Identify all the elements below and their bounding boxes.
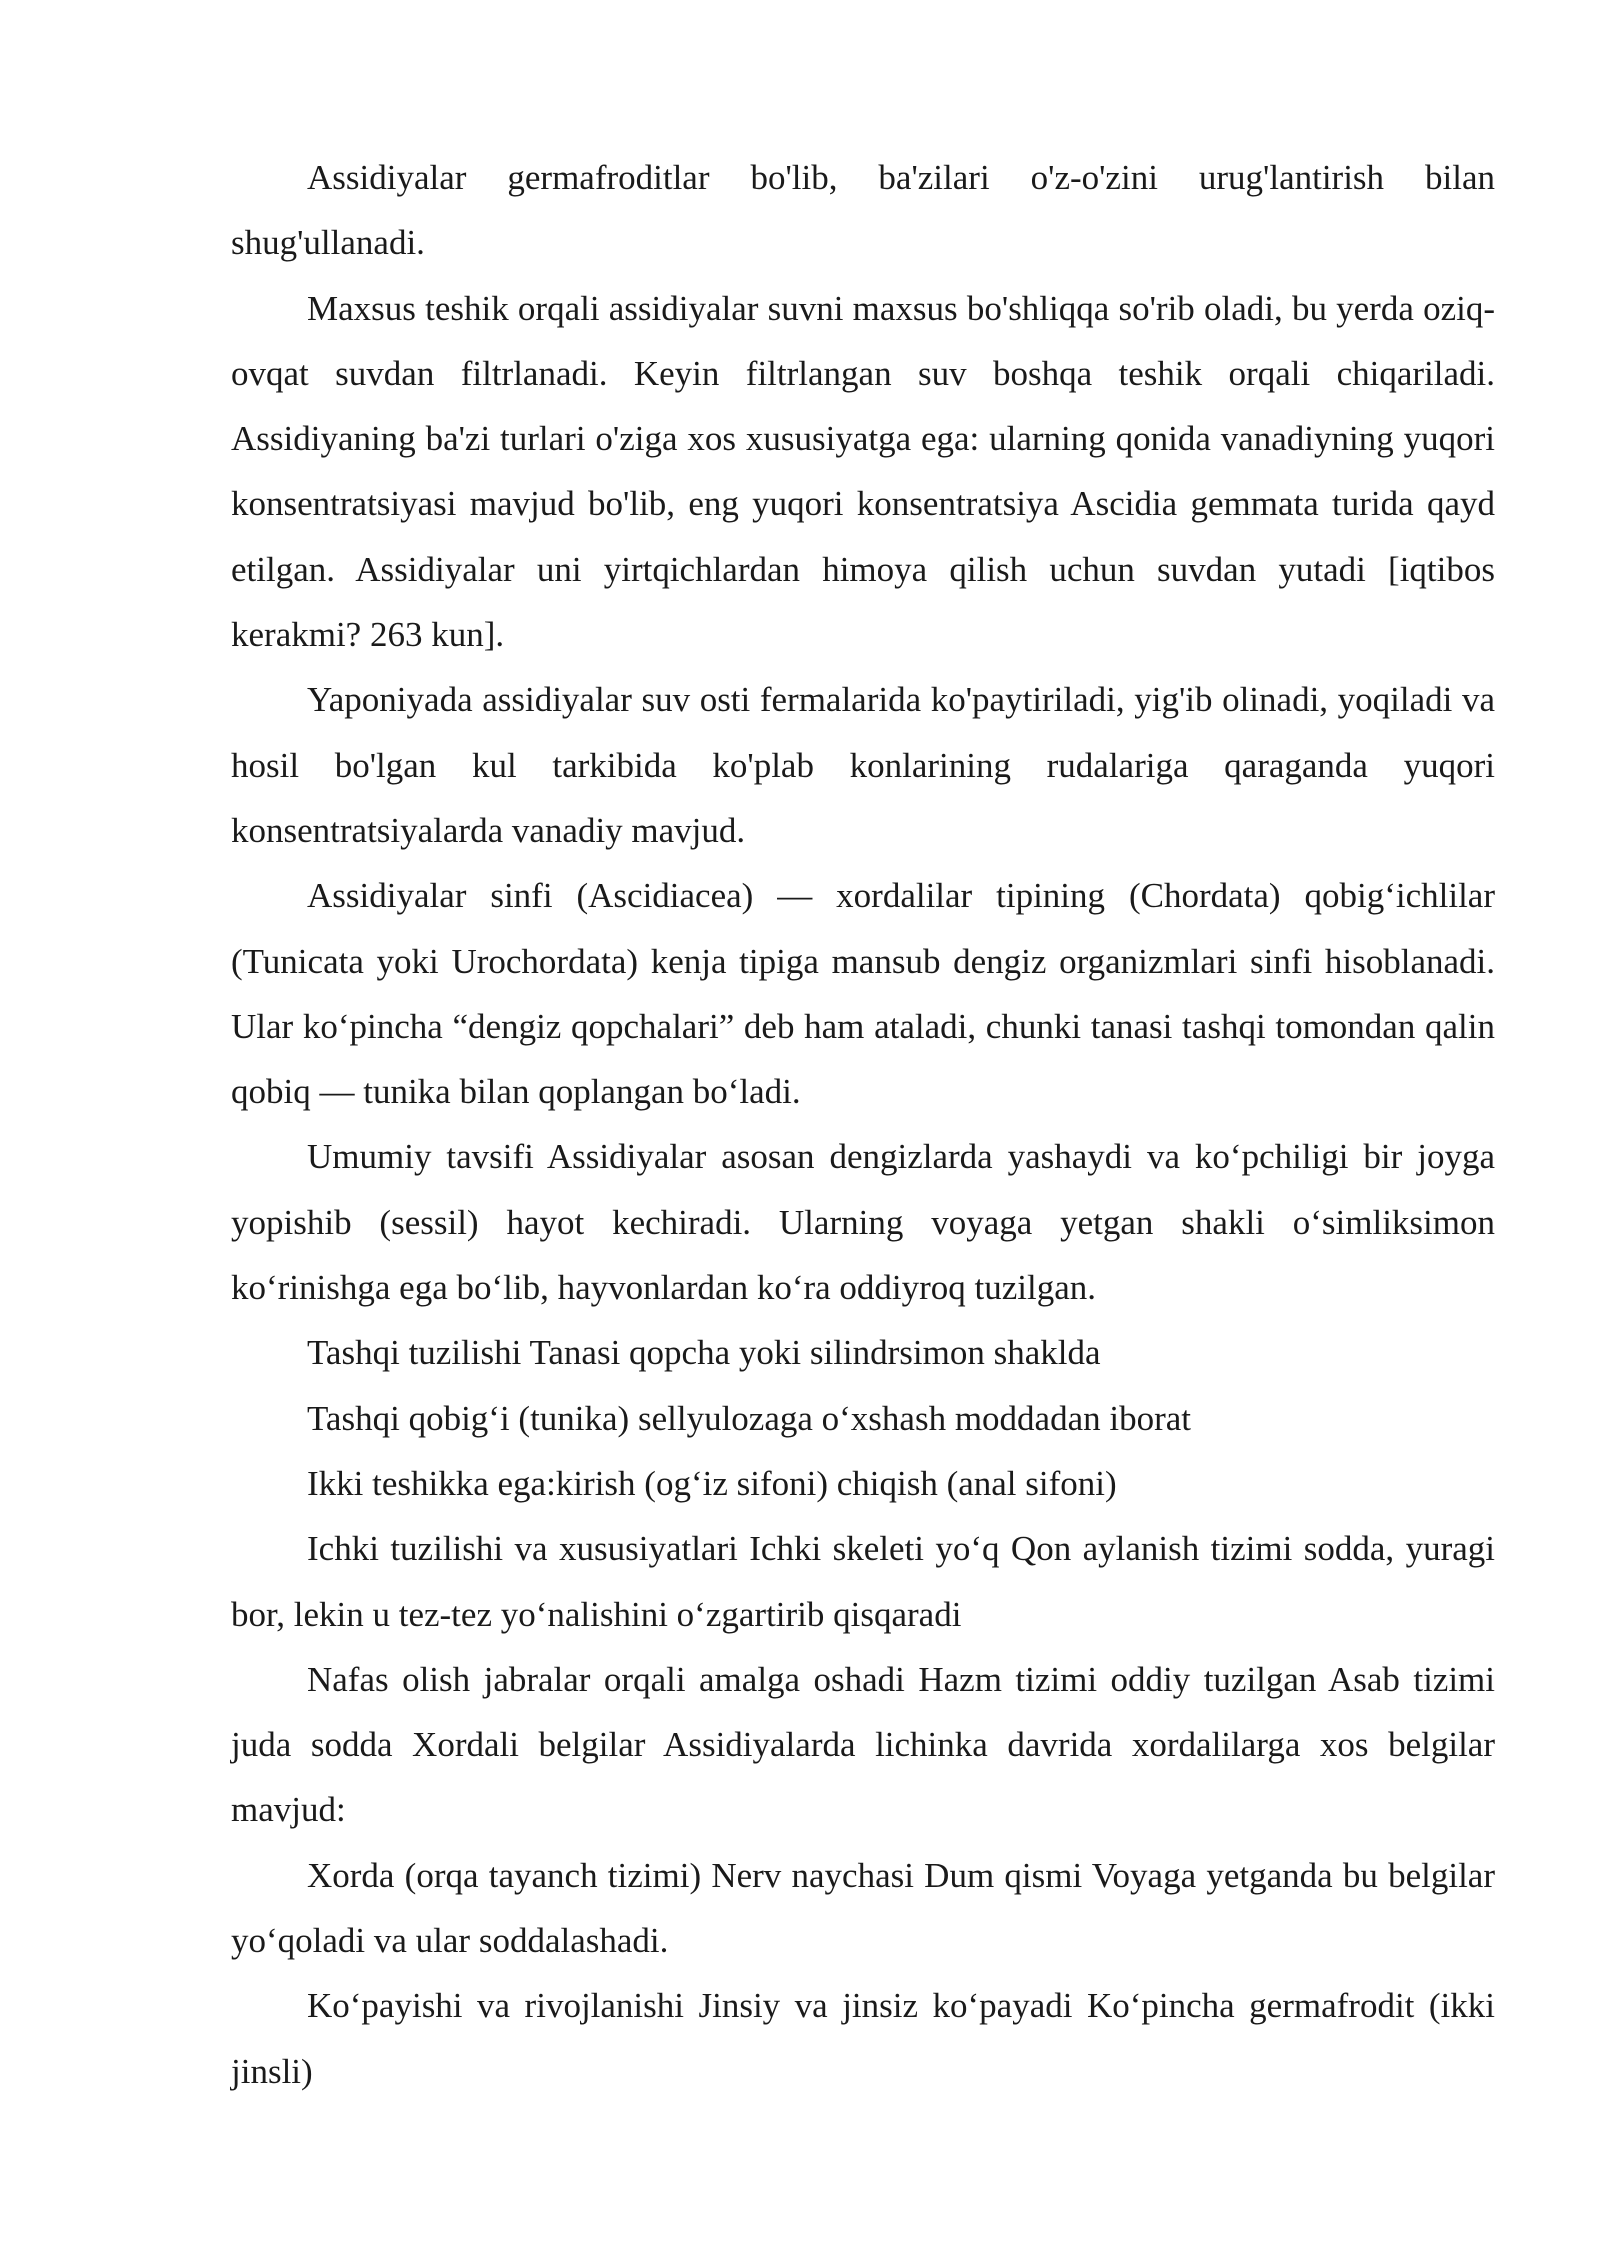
document-page <box>231 145 1495 2104</box>
paragraph: Yaponiyada assidiyalar suv osti fermalarida ko'paytiriladi, yig'ib olinadi, yoqiladi va hosil bo'lgan kul tarkibida ko'plab konlarining rudalariga qaraganda yuqori konsentratsiyalarda vanadiy mavjud. <box>231 680 1495 850</box>
paragraph: Maxsus teshik orqali assidiyalar suvni maxsus bo'shliqqa so'rib oladi, bu yerda oziq-ovqat suvdan filtrlanadi. Keyin filtrlangan suv boshqa teshik orqali chiqariladi. Assidiyaning ba'zi turlari o'ziga xos xususiyatga ega: ularning qonida vanadiyning yuqori konsentratsiyasi mavjud bo'lib, eng yuqori konsentratsiya Ascidia gemmata turida qayd etilgan. Assidiyalar uni yirtqichlardan himoya qilish uchun suvdan yutadi [iqtibos kerakmi? 263 kun]. <box>231 288 1495 655</box>
paragraph: Assidiyalar sinfi (Ascidiacea) — xordalilar tipining (Chordata) qobig‘ichlilar (Tunicata yoki Urochordata) kenja tipiga mansub dengiz organizmlari sinfi hisoblanadi. Ular ko‘pincha “dengiz qopchalari” deb ham ataladi, chunki tanasi tashqi tomondan qalin qobiq — tunika bilan qoplangan bo‘ladi. <box>231 876 1495 1112</box>
paragraph: Assidiyalar germafroditlar bo'lib, ba'zilari o'z-o'zini urug'lantirish bilan shug'ullanadi. <box>231 158 1495 263</box>
paragraph: Tashqi qobig‘i (tunika) sellyulozaga o‘xshash moddadan iborat <box>307 1398 1192 1438</box>
paragraph: Xorda (orqa tayanch tizimi) Nerv naychasi Dum qismi Voyaga yetganda bu belgilar yo‘qoladi va ular soddalashadi. <box>231 1855 1495 1961</box>
paragraph: Umumiy tavsifi Assidiyalar asosan dengizlarda yashaydi va ko‘pchiligi bir joyga yopishib (sessil) hayot kechiradi. Ularning voyaga yetgan shakli o‘simliksimon ko‘rinishga ega bo‘lib, hayvonlardan ko‘ra oddiyroq tuzilgan. <box>231 1137 1495 1308</box>
paragraph: Ichki tuzilishi va xususiyatlari Ichki skeleti yo‘q Qon aylanish tizimi sodda, yuragi bor, lekin u tez-tez yo‘nalishini o‘zgartirib qisqaradi <box>231 1529 1495 1634</box>
paragraph: Tashqi tuzilishi Tanasi qopcha yoki silindrsimon shaklda <box>307 1333 1101 1373</box>
paragraph: Nafas olish jabralar orqali amalga oshadi Hazm tizimi oddiy tuzilgan Asab tizimi juda sodda Xordali belgilar Assidiyalarda lichinka davrida xordalilarga xos belgilar mavjud: <box>231 1659 1495 1830</box>
paragraph: Ko‘payishi va rivojlanishi Jinsiy va jinsiz ko‘payadi Ko‘pincha germafrodit (ikki jinsli) <box>231 1986 1495 2091</box>
paragraph: Ikki teshikka ega:kirish (og‘iz sifoni) chiqish (anal sifoni) <box>307 1463 1117 1503</box>
